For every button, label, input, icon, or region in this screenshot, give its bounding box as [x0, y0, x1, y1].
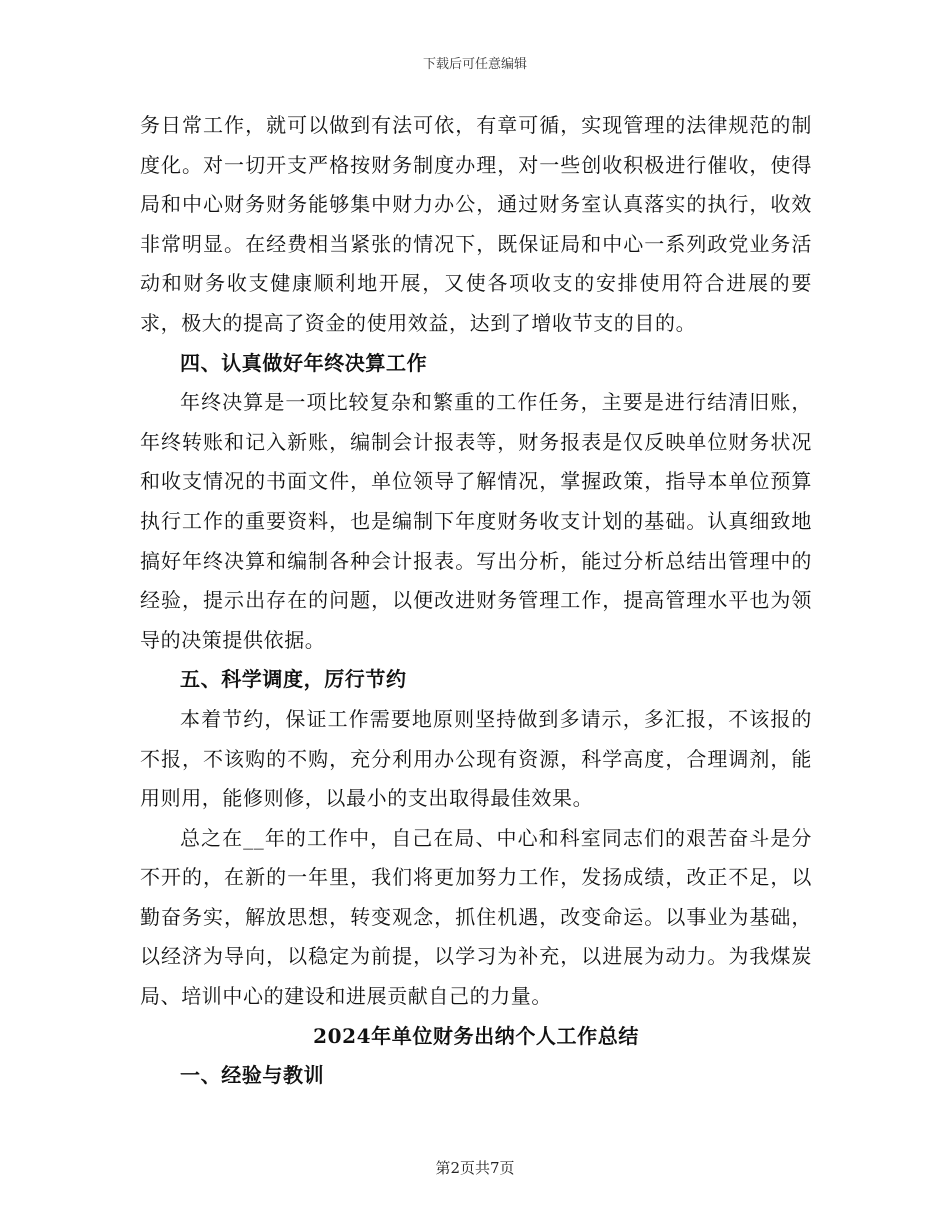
page-header: 下载后可任意编辑: [422, 57, 527, 72]
paragraph-economize: 本着节约，保证工作需要地原则坚持做到多请示，多汇报，不该报的不报，不该购的不购，充分利用办公现有资源，科学高度，合理调剂，能用则用，能修则修，以最小的支出取得最佳效果。: [140, 706, 812, 811]
paragraph-continued: 务日常工作，就可以做到有法可依，有章可循，实现管理的法律规范的制度化。对一切开支严格按财务制度办理，对一些创收积极进行催收，使得局和中心财务财务能够集中财力办公，通过财务室认真落实的执行，收效非常明显。在经费相当紧张的情况下，既保证局和中心一系列政党业务活动和财务收支健康顺利地开展，又使各项收支的安排使用符合进展的要求，极大的提高了资金的使用效益，达到了增收节支的目的。: [140, 113, 812, 335]
section-heading-4: 四、认真做好年终决算工作: [180, 350, 428, 375]
document-body: [140, 106, 812, 1096]
document-title: 2024年单位财务出纳个人工作总结: [313, 1023, 639, 1048]
paragraph-year-end-accounts: 年终决算是一项比较复杂和繁重的工作任务，主要是进行结清旧账，年终转账和记入新账，编制会计报表等，财务报表是仅反映单位财务状况和收支情况的书面文件，单位领导了解情况，掌握政策，指导本单位预算执行工作的重要资料，也是编制下年度财务收支计划的基础。认真细致地搞好年终决算和编制各种会计报表。写出分析，能过分析总结出管理中的经验，提示出存在的问题，以便改进财务管理工作，提高管理水平也为领导的决策提供依据。: [140, 390, 812, 652]
section-heading-5: 五、科学调度，厉行节约: [180, 667, 407, 692]
page-footer: 第2页共7页: [435, 1159, 515, 1177]
paragraph-conclusion: 总之在__年的工作中，自己在局、中心和科室同志们的艰苦奋斗是分不开的，在新的一年里，我们将更加努力工作，发扬成绩，改正不足，以勤奋务实，解放思想，转变观念，抓住机遇，改变命运。以事业为基础，以经济为导向，以稳定为前提，以学习为补充，以进展为动力。为我煤炭局、培训中心的建设和进展贡献自己的力量。: [140, 825, 812, 1009]
section-heading-1: 一、经验与教训: [180, 1063, 325, 1088]
